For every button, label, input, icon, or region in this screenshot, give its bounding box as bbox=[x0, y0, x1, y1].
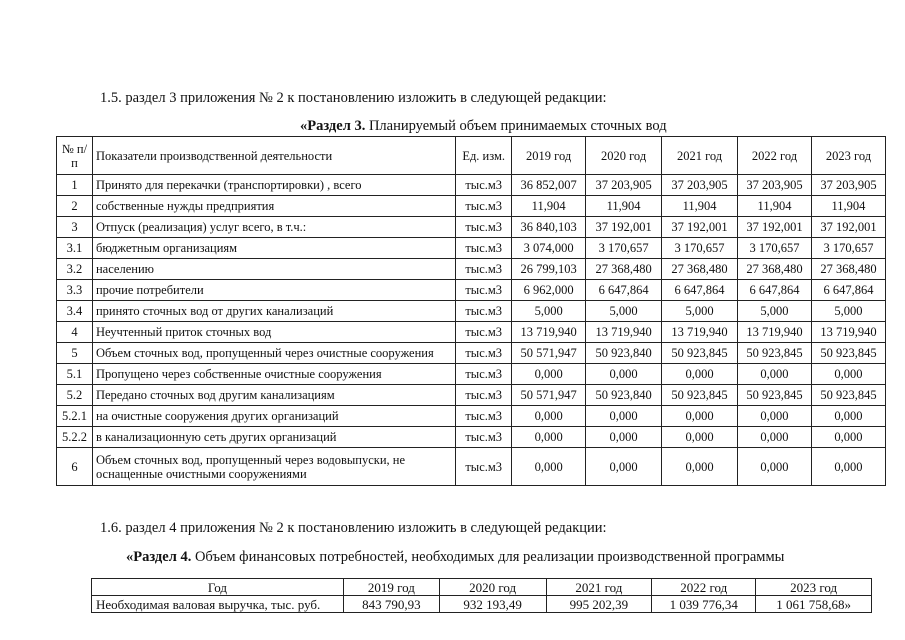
revenue-value: 1 061 758,68» bbox=[756, 596, 872, 613]
table-row bbox=[57, 448, 886, 486]
row-indicator: Принято для перекачки (транспортировки) , всего bbox=[92, 175, 455, 196]
revenue-label: Необходимая валовая выручка, тыс. руб. bbox=[92, 596, 344, 613]
row-value: 27 368,480 bbox=[738, 259, 812, 280]
row-unit: тыс.м3 bbox=[456, 343, 512, 364]
table-row bbox=[57, 322, 886, 343]
section-4-label: «Раздел 4. bbox=[126, 549, 192, 565]
table-row bbox=[92, 579, 872, 596]
row-number: 4 bbox=[57, 322, 93, 343]
row-value: 11,904 bbox=[738, 196, 812, 217]
row-value: 5,000 bbox=[512, 301, 586, 322]
revenue-value: 1 039 776,34 bbox=[652, 596, 756, 613]
row-indicator: Объем сточных вод, пропущенный через водовыпуски, не оснащенные очистными сооружениями bbox=[92, 448, 455, 486]
row-value: 11,904 bbox=[586, 196, 662, 217]
section-3-caption: Планируемый объем принимаемых сточных вод bbox=[365, 118, 667, 134]
row-indicator: населению bbox=[92, 259, 455, 280]
row-value: 5,000 bbox=[662, 301, 738, 322]
revenue-value: 995 202,39 bbox=[546, 596, 652, 613]
row-number: 3.4 bbox=[57, 301, 93, 322]
row-unit: тыс.м3 bbox=[456, 259, 512, 280]
row-value: 0,000 bbox=[586, 406, 662, 427]
table-row bbox=[57, 343, 886, 364]
header-year: 2020 год bbox=[586, 137, 662, 175]
row-indicator: принято сточных вод от других канализаций bbox=[92, 301, 455, 322]
row-number: 5 bbox=[57, 343, 93, 364]
row-value: 50 923,845 bbox=[738, 343, 812, 364]
row-value: 5,000 bbox=[738, 301, 812, 322]
row-value: 13 719,940 bbox=[512, 322, 586, 343]
header-year: 2019 год bbox=[512, 137, 586, 175]
table-row bbox=[57, 217, 886, 238]
row-value: 50 923,845 bbox=[662, 343, 738, 364]
row-unit: тыс.м3 bbox=[456, 196, 512, 217]
row-value: 36 840,103 bbox=[512, 217, 586, 238]
row-value: 0,000 bbox=[662, 406, 738, 427]
row-value: 6 647,864 bbox=[811, 280, 885, 301]
header-indicator: Показатели производственной деятельности bbox=[92, 137, 455, 175]
row-value: 13 719,940 bbox=[662, 322, 738, 343]
row-unit: тыс.м3 bbox=[456, 427, 512, 448]
table-row bbox=[57, 364, 886, 385]
row-number: 3.3 bbox=[57, 280, 93, 301]
row-value: 50 571,947 bbox=[512, 343, 586, 364]
row-value: 11,904 bbox=[512, 196, 586, 217]
table-row bbox=[57, 175, 886, 196]
row-value: 0,000 bbox=[811, 406, 885, 427]
row-value: 13 719,940 bbox=[811, 322, 885, 343]
row-value: 11,904 bbox=[811, 196, 885, 217]
table-row bbox=[57, 196, 886, 217]
row-value: 36 852,007 bbox=[512, 175, 586, 196]
row-value: 37 192,001 bbox=[738, 217, 812, 238]
header-year: 2023 год bbox=[811, 137, 885, 175]
financial-needs-table bbox=[91, 578, 872, 613]
row-number: 3.1 bbox=[57, 238, 93, 259]
row-value: 13 719,940 bbox=[738, 322, 812, 343]
row-value: 50 923,845 bbox=[738, 385, 812, 406]
section-3-title bbox=[300, 118, 667, 135]
header-year: 2022 год bbox=[738, 137, 812, 175]
row-value: 26 799,103 bbox=[512, 259, 586, 280]
row-value: 6 647,864 bbox=[586, 280, 662, 301]
row-value: 0,000 bbox=[738, 448, 812, 486]
row-number: 3 bbox=[57, 217, 93, 238]
row-unit: тыс.м3 bbox=[456, 448, 512, 486]
row-value: 37 192,001 bbox=[811, 217, 885, 238]
row-value: 0,000 bbox=[811, 448, 885, 486]
row-value: 27 368,480 bbox=[662, 259, 738, 280]
row-value: 0,000 bbox=[512, 427, 586, 448]
row-value: 0,000 bbox=[811, 364, 885, 385]
row-value: 0,000 bbox=[586, 448, 662, 486]
row-value: 13 719,940 bbox=[586, 322, 662, 343]
row-unit: тыс.м3 bbox=[456, 217, 512, 238]
row-value: 50 923,840 bbox=[586, 343, 662, 364]
row-value: 37 203,905 bbox=[586, 175, 662, 196]
row-number: 1 bbox=[57, 175, 93, 196]
section-3-label: «Раздел 3. bbox=[300, 118, 366, 134]
row-value: 50 571,947 bbox=[512, 385, 586, 406]
row-value: 0,000 bbox=[738, 427, 812, 448]
row-value: 0,000 bbox=[662, 364, 738, 385]
paragraph-1-6: 1.6. раздел 4 приложения № 2 к постановлению изложить в следующей редакции: bbox=[100, 520, 607, 536]
table-header-row bbox=[57, 137, 886, 175]
row-value: 0,000 bbox=[738, 406, 812, 427]
row-value: 27 368,480 bbox=[811, 259, 885, 280]
row-number: 5.2.2 bbox=[57, 427, 93, 448]
row-unit: тыс.м3 bbox=[456, 385, 512, 406]
row-unit: тыс.м3 bbox=[456, 301, 512, 322]
row-value: 27 368,480 bbox=[586, 259, 662, 280]
row-value: 3 074,000 bbox=[512, 238, 586, 259]
row-value: 37 203,905 bbox=[811, 175, 885, 196]
row-indicator: бюджетным организациям bbox=[92, 238, 455, 259]
row-value: 6 647,864 bbox=[662, 280, 738, 301]
row-value: 3 170,657 bbox=[662, 238, 738, 259]
row-unit: тыс.м3 bbox=[456, 280, 512, 301]
row-value: 0,000 bbox=[512, 448, 586, 486]
wastewater-volume-table bbox=[56, 136, 886, 486]
row-number: 6 bbox=[57, 448, 93, 486]
header-unit: Ед. изм. bbox=[456, 137, 512, 175]
row-value: 6 962,000 bbox=[512, 280, 586, 301]
row-value: 50 923,845 bbox=[662, 385, 738, 406]
row-value: 0,000 bbox=[738, 364, 812, 385]
row-indicator: прочие потребители bbox=[92, 280, 455, 301]
header-num: № п/п bbox=[57, 137, 93, 175]
revenue-value: 932 193,49 bbox=[439, 596, 546, 613]
row-value: 0,000 bbox=[586, 427, 662, 448]
row-value: 37 192,001 bbox=[662, 217, 738, 238]
row-unit: тыс.м3 bbox=[456, 406, 512, 427]
row-value: 50 923,840 bbox=[586, 385, 662, 406]
row-value: 37 203,905 bbox=[662, 175, 738, 196]
table-row bbox=[57, 427, 886, 448]
row-value: 3 170,657 bbox=[811, 238, 885, 259]
row-value: 5,000 bbox=[586, 301, 662, 322]
row-value: 0,000 bbox=[811, 427, 885, 448]
row-value: 37 203,905 bbox=[738, 175, 812, 196]
section-4-caption: Объем финансовых потребностей, необходимых для реализации производственной программы bbox=[191, 549, 785, 565]
row-unit: тыс.м3 bbox=[456, 364, 512, 385]
row-value: 50 923,845 bbox=[811, 343, 885, 364]
table-row bbox=[57, 280, 886, 301]
table-row bbox=[57, 385, 886, 406]
paragraph-1-5: 1.5. раздел 3 приложения № 2 к постановлению изложить в следующей редакции: bbox=[100, 90, 607, 106]
row-indicator: Отпуск (реализация) услуг всего, в т.ч.: bbox=[92, 217, 455, 238]
row-value: 0,000 bbox=[512, 364, 586, 385]
row-value: 3 170,657 bbox=[738, 238, 812, 259]
row-number: 3.2 bbox=[57, 259, 93, 280]
row-number: 5.1 bbox=[57, 364, 93, 385]
header-year: 2021 год bbox=[662, 137, 738, 175]
row-value: 0,000 bbox=[512, 406, 586, 427]
table-row bbox=[57, 259, 886, 280]
row-value: 5,000 bbox=[811, 301, 885, 322]
row-number: 5.2 bbox=[57, 385, 93, 406]
table-row bbox=[57, 406, 886, 427]
row-unit: тыс.м3 bbox=[456, 322, 512, 343]
row-value: 6 647,864 bbox=[738, 280, 812, 301]
year-label: Год bbox=[92, 579, 344, 596]
revenue-value: 843 790,93 bbox=[343, 596, 439, 613]
row-unit: тыс.м3 bbox=[456, 175, 512, 196]
row-number: 5.2.1 bbox=[57, 406, 93, 427]
table-row bbox=[57, 238, 886, 259]
row-indicator: собственные нужды предприятия bbox=[92, 196, 455, 217]
row-value: 37 192,001 bbox=[586, 217, 662, 238]
row-indicator: Пропущено через собственные очистные сооружения bbox=[92, 364, 455, 385]
row-indicator: Неучтенный приток сточных вод bbox=[92, 322, 455, 343]
year-cell: 2021 год bbox=[546, 579, 652, 596]
row-value: 3 170,657 bbox=[586, 238, 662, 259]
row-value: 11,904 bbox=[662, 196, 738, 217]
year-cell: 2022 год bbox=[652, 579, 756, 596]
row-number: 2 bbox=[57, 196, 93, 217]
table-row bbox=[92, 596, 872, 613]
row-indicator: в канализационную сеть других организаций bbox=[92, 427, 455, 448]
row-value: 50 923,845 bbox=[811, 385, 885, 406]
year-cell: 2019 год bbox=[343, 579, 439, 596]
year-cell: 2023 год bbox=[756, 579, 872, 596]
table-row bbox=[57, 301, 886, 322]
row-unit: тыс.м3 bbox=[456, 238, 512, 259]
section-4-title bbox=[126, 549, 784, 566]
year-cell: 2020 год bbox=[439, 579, 546, 596]
row-indicator: на очистные сооружения других организаций bbox=[92, 406, 455, 427]
row-indicator: Объем сточных вод, пропущенный через очистные сооружения bbox=[92, 343, 455, 364]
row-value: 0,000 bbox=[586, 364, 662, 385]
row-value: 0,000 bbox=[662, 427, 738, 448]
row-indicator: Передано сточных вод другим канализациям bbox=[92, 385, 455, 406]
row-value: 0,000 bbox=[662, 448, 738, 486]
